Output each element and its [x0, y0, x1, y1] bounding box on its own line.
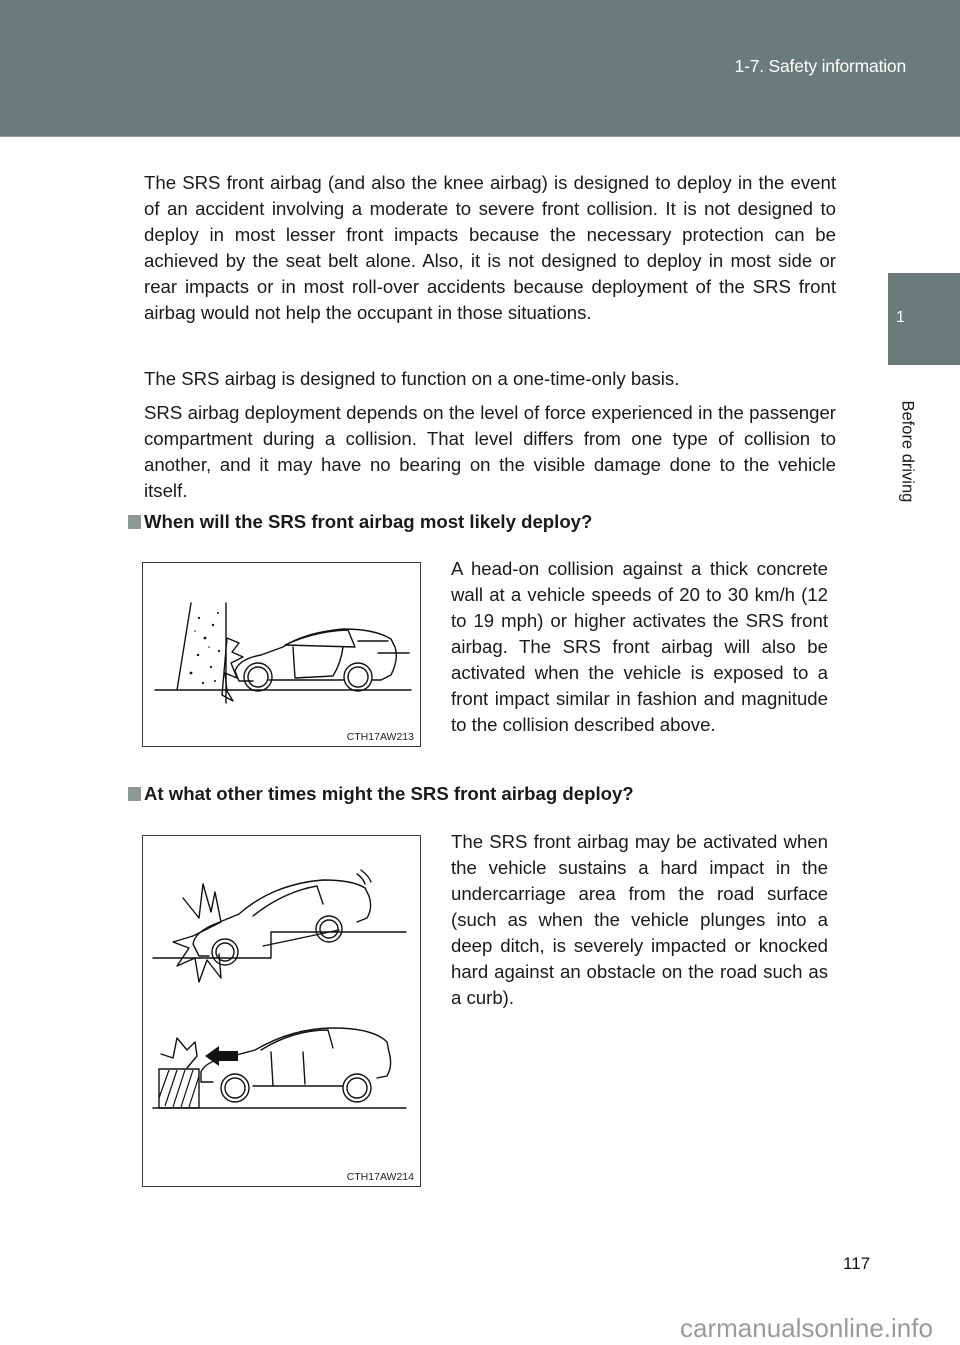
- undercarriage-impact-illustration: [143, 836, 420, 1186]
- figure-undercarriage-impact: [142, 835, 421, 1187]
- one-time-paragraph: The SRS airbag is designed to function on a one-time-only basis.: [144, 368, 680, 389]
- page-number: 117: [843, 1254, 871, 1273]
- figure-wall-collision: [142, 562, 421, 747]
- page-header: [0, 0, 960, 137]
- chapter-number: 1: [896, 309, 905, 326]
- other-times-text: The SRS front airbag may be activated when the vehicle sustains a hard impact in the undercarriage area from the road surface (such as when the vehicle plunges into a deep ditch, is severely impacted or knocked hard against an obstacle on the road such as a curb).: [451, 831, 828, 1008]
- figure-code: CTH17AW213: [346, 731, 414, 743]
- section-title: 1-7. Safety information: [734, 56, 906, 76]
- heading-text: At what other times might the SRS front airbag deploy?: [144, 783, 634, 804]
- square-bullet-icon: [128, 787, 141, 801]
- likely-deploy-text: A head-on collision against a thick concrete wall at a vehicle speeds of 20 to 30 km/h (12 to 19 mph) or higher activates the SRS front airbag. The SRS front airbag will also be activated when the vehicle is exposed to a front impact similar in fashion and magnitude to the collision described above.: [451, 558, 828, 735]
- chapter-tab: [888, 273, 960, 365]
- watermark: carmanualsonline.info: [680, 1313, 933, 1343]
- figure-code: CTH17AW214: [346, 1171, 414, 1183]
- intro-paragraph: The SRS front airbag (and also the knee airbag) is designed to deploy in the event of an accident involving a moderate to severe front collision. It is not designed to deploy in most lesser front impacts because the necessary protection can be achieved by the seat belt alone. Also, it is not designed to deploy in most side or rear impacts or in most roll-over accidents because deployment of the SRS front airbag would not help the occupant in those situations.: [144, 172, 836, 323]
- wall-collision-illustration: [143, 563, 420, 746]
- section-heading-other-times: [128, 783, 634, 805]
- chapter-label: Before driving: [898, 400, 917, 503]
- section-heading-likely-deploy: [128, 511, 592, 533]
- square-bullet-icon: [128, 515, 141, 529]
- deployment-force-paragraph: SRS airbag deployment depends on the level of force experienced in the passenger compartment during a collision. That level differs from one type of collision to another, and it may have no bearing on the visible damage done to the vehicle itself.: [144, 402, 836, 501]
- heading-text: When will the SRS front airbag most likely deploy?: [144, 511, 593, 532]
